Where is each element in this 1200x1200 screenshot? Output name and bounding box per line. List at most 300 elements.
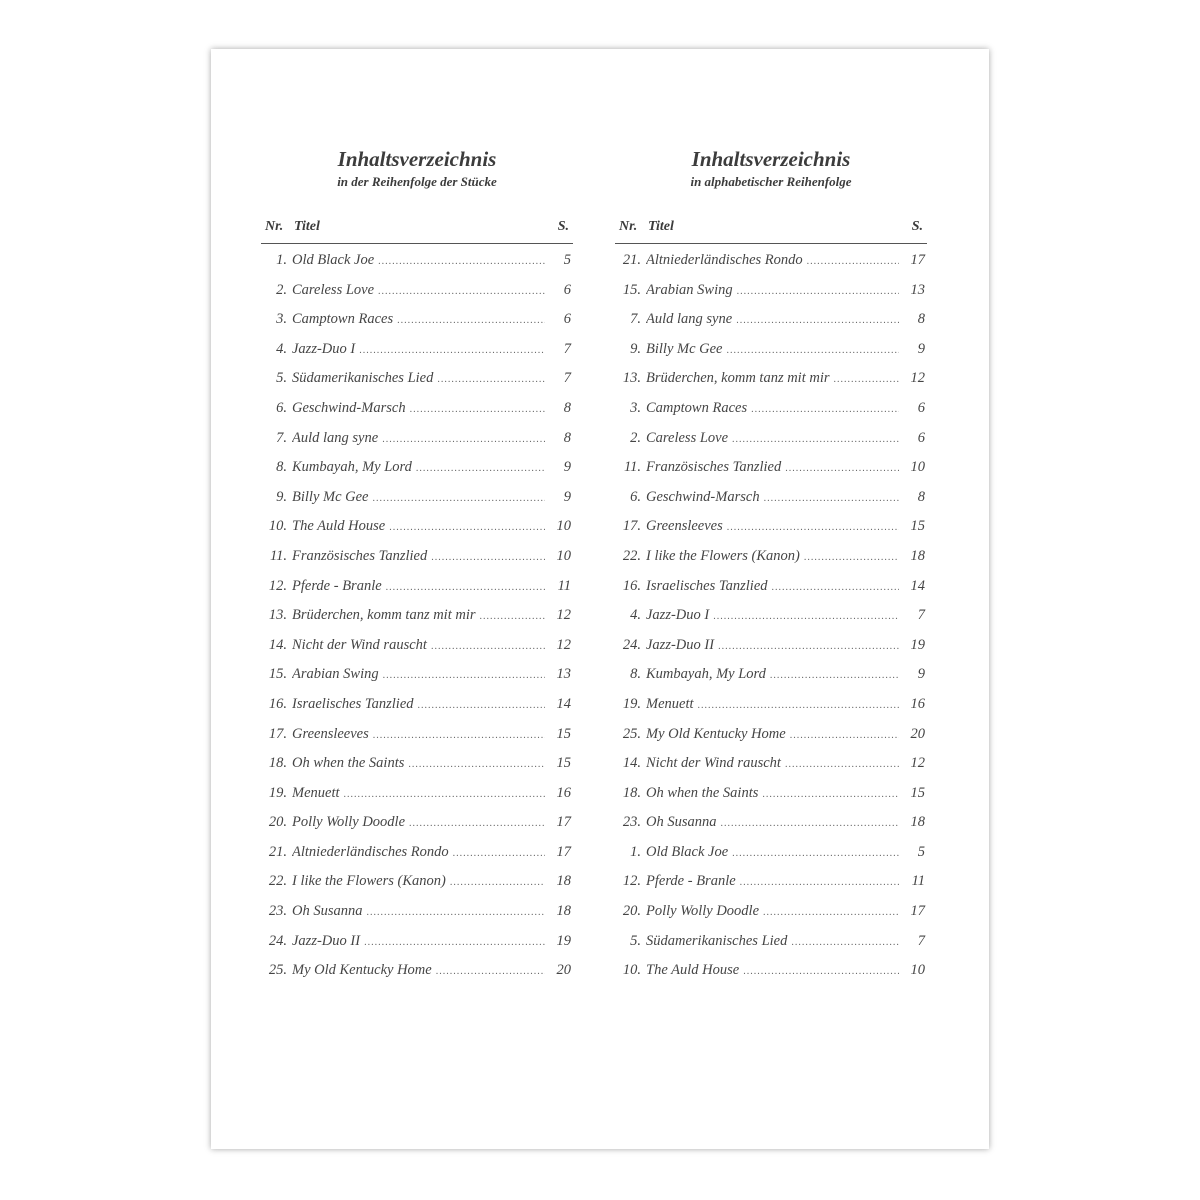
entry-title: My Old Kentucky Home: [292, 962, 432, 979]
entry-title: Geschwind-Marsch: [646, 488, 760, 505]
dot-leader: [373, 493, 546, 504]
entry-number: 16.: [268, 695, 287, 712]
entry-label: [646, 370, 899, 387]
toc-title: Inhaltsverzeichnis: [337, 147, 497, 171]
entry-number: 22.: [622, 547, 641, 564]
dot-leader: [364, 937, 545, 948]
entry-label: [646, 548, 899, 565]
entry-number: 13.: [622, 370, 641, 387]
entry-number: 18.: [268, 755, 287, 772]
entry-page: 7: [917, 932, 925, 949]
entry-title: I like the Flowers (Kanon): [292, 873, 446, 890]
toc-entry: [261, 308, 573, 338]
entry-label: [292, 933, 545, 950]
entry-number: 18.: [622, 784, 641, 801]
entry-label: [292, 873, 545, 890]
toc-entry: [261, 427, 573, 457]
entry-label: [646, 726, 899, 743]
dot-leader: [436, 966, 545, 977]
toc-entry: [261, 723, 573, 753]
dot-leader: [373, 730, 545, 741]
entry-number: 14.: [268, 636, 287, 653]
entry-title: Auld lang syne: [646, 311, 733, 328]
entry-page: 15: [556, 755, 571, 772]
entry-title: Arabian Swing: [646, 281, 733, 298]
entry-title: My Old Kentucky Home: [646, 725, 786, 742]
entry-number: 12.: [268, 577, 287, 594]
entry-number: 15.: [268, 666, 287, 683]
toc-entry: [261, 545, 573, 575]
entry-label: [292, 518, 545, 535]
entry-number: 8.: [276, 459, 287, 476]
entry-number: 11.: [269, 547, 287, 564]
entry-title: Greensleeves: [292, 725, 369, 742]
entry-title: Südamerikanisches Lied: [646, 932, 788, 949]
entry-label: [646, 755, 899, 772]
entry-number: 11.: [623, 459, 641, 476]
entry-page: 18: [556, 903, 571, 920]
entry-number: 21.: [268, 843, 287, 860]
toc-entry: [615, 308, 927, 338]
toc-entries: [261, 249, 573, 989]
entry-label: [646, 844, 899, 861]
dot-leader: [763, 907, 899, 918]
toc-entry: [615, 427, 927, 457]
entry-title: Geschwind-Marsch: [292, 399, 406, 416]
entry-page: 18: [910, 814, 925, 831]
toc-entry: [615, 959, 927, 989]
entry-title: Jazz-Duo II: [292, 932, 361, 949]
toc-entry: [261, 604, 573, 634]
entry-label: [646, 814, 899, 831]
entry-title: Old Black Joe: [292, 252, 375, 268]
entry-page: 15: [910, 518, 925, 535]
entry-label: [292, 962, 545, 979]
entry-label: [646, 311, 899, 328]
entry-number: 4.: [276, 340, 287, 357]
entry-title: Nicht der Wind rauscht: [292, 636, 427, 653]
toc-entry: [615, 249, 927, 279]
entry-page: 10: [556, 518, 571, 535]
dot-leader: [408, 759, 545, 770]
entry-page: 17: [910, 903, 925, 920]
toc-entry: [261, 811, 573, 841]
toc-entry: [615, 515, 927, 545]
toc-entry: [615, 456, 927, 486]
dot-leader: [785, 759, 899, 770]
entry-label: [646, 400, 899, 417]
entry-page: 9: [563, 488, 571, 505]
dot-leader: [732, 434, 899, 445]
entry-title: Altniederländisches Rondo: [292, 843, 449, 860]
dot-leader: [718, 641, 899, 652]
entry-number: 23.: [622, 814, 641, 831]
entry-number: 20.: [268, 814, 287, 831]
toc-entry: [615, 693, 927, 723]
dot-leader: [389, 522, 545, 533]
toc-header: [261, 217, 573, 244]
toc-entry: [261, 782, 573, 812]
entry-number: 23.: [268, 903, 287, 920]
entry-title: Careless Love: [292, 281, 375, 298]
dot-leader: [450, 877, 545, 888]
dot-leader: [397, 315, 545, 326]
entry-label: [646, 903, 899, 920]
entry-label: [292, 370, 545, 387]
entry-label: [292, 666, 545, 683]
entry-label: [292, 578, 545, 595]
toc-entry: [261, 397, 573, 427]
toc-entry: [261, 456, 573, 486]
entry-title: Jazz-Duo II: [646, 636, 715, 653]
entry-number: 19.: [268, 784, 287, 801]
entry-label: [292, 607, 545, 624]
entry-number: 1.: [276, 252, 287, 268]
entry-number: 4.: [630, 607, 641, 624]
toc-entry: [261, 959, 573, 989]
entry-page: 9: [917, 666, 925, 683]
dot-leader: [785, 463, 899, 474]
entry-label: [292, 252, 545, 269]
entry-title: Nicht der Wind rauscht: [646, 755, 781, 772]
entry-page: 6: [917, 429, 925, 446]
toc-entry: [615, 279, 927, 309]
entry-title: Israelisches Tanzlied: [646, 577, 768, 594]
entry-title: Jazz-Duo I: [646, 607, 710, 624]
entry-title: Menuett: [292, 784, 340, 801]
entry-title: Altniederländisches Rondo: [646, 252, 803, 268]
toc-entry: [261, 663, 573, 693]
toc-entry: [615, 545, 927, 575]
entry-number: 22.: [268, 873, 287, 890]
entry-page: 9: [917, 340, 925, 357]
entry-title: Israelisches Tanzlied: [292, 695, 414, 712]
entry-label: [292, 726, 545, 743]
entry-page: 11: [911, 873, 925, 890]
entry-page: 7: [563, 370, 571, 387]
toc-entry: [615, 811, 927, 841]
toc-entry: [261, 249, 573, 279]
entry-title: Arabian Swing: [292, 666, 379, 683]
toc-entry: [261, 634, 573, 664]
entry-page: 6: [917, 399, 925, 416]
entry-label: [292, 400, 545, 417]
entry-number: 3.: [276, 311, 287, 328]
dot-leader: [740, 877, 899, 888]
dot-leader: [736, 315, 899, 326]
entry-title: Oh Susanna: [646, 814, 717, 831]
entry-number: 5.: [630, 932, 641, 949]
entry-label: [646, 341, 899, 358]
entry-label: [292, 548, 545, 565]
dot-leader: [804, 552, 899, 563]
entry-page: 5: [563, 252, 571, 268]
dot-leader: [772, 582, 899, 593]
entry-page: 14: [556, 695, 571, 712]
toc-entries: [615, 249, 927, 989]
entry-page: 20: [910, 725, 925, 742]
entry-label: [292, 341, 545, 358]
entry-page: 8: [917, 488, 925, 505]
dot-leader: [834, 374, 899, 385]
entry-title: I like the Flowers (Kanon): [646, 547, 800, 564]
entry-label: [292, 755, 545, 772]
entry-page: 10: [556, 547, 571, 564]
entry-number: 1.: [630, 843, 641, 860]
dot-leader: [383, 670, 545, 681]
entry-number: 2.: [630, 429, 641, 446]
entry-label: [646, 489, 899, 506]
entry-label: [292, 489, 545, 506]
entry-page: 19: [556, 932, 571, 949]
entry-title: Kumbayah, My Lord: [292, 459, 412, 476]
entry-label: [292, 637, 545, 654]
entry-number: 7.: [276, 429, 287, 446]
header-nr: Nr.: [265, 219, 284, 234]
entry-number: 17.: [268, 725, 287, 742]
entry-number: 25.: [268, 962, 287, 979]
entry-page: 10: [910, 459, 925, 476]
entry-title: Camptown Races: [646, 399, 748, 416]
dot-leader: [418, 700, 545, 711]
entry-page: 7: [563, 340, 571, 357]
entry-page: 13: [556, 666, 571, 683]
dot-leader: [737, 286, 899, 297]
header-titel: Titel: [648, 219, 674, 234]
toc-entry: [261, 930, 573, 960]
toc-entry: [615, 397, 927, 427]
entry-label: [646, 666, 899, 683]
dot-leader: [762, 789, 899, 800]
entry-number: 24.: [622, 636, 641, 653]
entry-page: 15: [556, 725, 571, 742]
entry-page: 13: [910, 281, 925, 298]
entry-page: 6: [563, 311, 571, 328]
entry-number: 5.: [276, 370, 287, 387]
dot-leader: [409, 818, 545, 829]
entry-label: [646, 252, 899, 269]
entry-page: 12: [910, 370, 925, 387]
entry-label: [646, 785, 899, 802]
entry-title: Billy Mc Gee: [292, 488, 369, 505]
entry-title: Old Black Joe: [646, 843, 729, 860]
entry-number: 3.: [630, 399, 641, 416]
dot-leader: [382, 434, 545, 445]
toc-subtitle: in der Reihenfolge der Stücke: [337, 174, 497, 189]
entry-page: 12: [556, 607, 571, 624]
entry-label: [292, 785, 545, 802]
dot-leader: [344, 789, 545, 800]
toc-subtitle: in alphabetischer Reihenfolge: [690, 174, 852, 189]
entry-page: 16: [910, 695, 925, 712]
toc-entry: [261, 367, 573, 397]
toc-entry: [615, 575, 927, 605]
dot-leader: [727, 345, 900, 356]
entry-label: [646, 962, 899, 979]
entry-title: Kumbayah, My Lord: [646, 666, 766, 683]
dot-leader: [453, 848, 545, 859]
toc-entry: [615, 870, 927, 900]
toc-entry: [615, 782, 927, 812]
toc-entry: [615, 723, 927, 753]
entry-number: 9.: [630, 340, 641, 357]
entry-number: 12.: [622, 873, 641, 890]
entry-title: Südamerikanisches Lied: [292, 370, 434, 387]
entry-title: Polly Wolly Doodle: [292, 814, 406, 831]
entry-page: 17: [910, 252, 925, 268]
entry-label: [646, 637, 899, 654]
toc-header: [615, 217, 927, 244]
entry-title: The Auld House: [646, 962, 740, 979]
entry-label: [292, 814, 545, 831]
entry-page: 17: [556, 814, 571, 831]
toc-entry: [615, 900, 927, 930]
entry-number: 24.: [268, 932, 287, 949]
entry-title: Brüderchen, komm tanz mit mir: [646, 370, 830, 387]
entry-page: 10: [910, 962, 925, 979]
entry-title: Brüderchen, komm tanz mit mir: [292, 607, 476, 624]
dot-leader: [713, 611, 899, 622]
dot-leader: [378, 256, 545, 267]
entry-number: 7.: [630, 311, 641, 328]
entry-title: Greensleeves: [646, 518, 723, 535]
dot-leader: [751, 404, 899, 415]
dot-leader: [791, 937, 899, 948]
entry-number: 15.: [622, 281, 641, 298]
entry-page: 19: [910, 636, 925, 653]
entry-page: 6: [563, 281, 571, 298]
toc-entry: [615, 604, 927, 634]
entry-label: [646, 607, 899, 624]
header-page: S.: [557, 219, 569, 234]
toc-entry: [615, 752, 927, 782]
entry-title: Französisches Tanzlied: [292, 547, 428, 564]
toc-entry: [615, 486, 927, 516]
dot-leader: [770, 670, 899, 681]
dot-leader: [807, 256, 899, 267]
entry-title: Oh Susanna: [292, 903, 363, 920]
entry-label: [292, 696, 545, 713]
entry-page: 8: [563, 399, 571, 416]
entry-number: 21.: [622, 252, 641, 268]
entry-label: [646, 430, 899, 447]
header-titel: Titel: [294, 219, 320, 234]
dot-leader: [721, 818, 900, 829]
dot-leader: [743, 966, 899, 977]
entry-label: [292, 844, 545, 861]
entry-page: 20: [556, 962, 571, 979]
header-page: S.: [911, 219, 923, 234]
entry-page: 12: [910, 755, 925, 772]
dot-leader: [386, 582, 545, 593]
dot-leader: [359, 345, 545, 356]
entry-number: 20.: [622, 903, 641, 920]
dot-leader: [416, 463, 545, 474]
entry-title: Jazz-Duo I: [292, 340, 356, 357]
entry-number: 9.: [276, 488, 287, 505]
entry-title: Oh when the Saints: [646, 784, 759, 801]
dot-leader: [431, 552, 545, 563]
toc-entry: [261, 900, 573, 930]
entry-label: [292, 903, 545, 920]
toc-entry: [615, 663, 927, 693]
dot-leader: [378, 286, 545, 297]
entry-title: Pferde - Branle: [292, 577, 382, 594]
entry-label: [292, 311, 545, 328]
toc-entry: [615, 338, 927, 368]
entry-label: [646, 518, 899, 535]
entry-number: 13.: [268, 607, 287, 624]
dot-leader: [367, 907, 546, 918]
entry-title: Französisches Tanzlied: [646, 459, 782, 476]
entry-title: Oh when the Saints: [292, 755, 405, 772]
toc-entry: [261, 870, 573, 900]
dot-leader: [698, 700, 899, 711]
entry-page: 5: [917, 843, 925, 860]
entry-number: 10.: [622, 962, 641, 979]
entry-label: [646, 578, 899, 595]
entry-number: 16.: [622, 577, 641, 594]
entry-number: 14.: [622, 755, 641, 772]
entry-number: 6.: [630, 488, 641, 505]
entry-number: 2.: [276, 281, 287, 298]
entry-label: [646, 873, 899, 890]
dot-leader: [790, 730, 899, 741]
dot-leader: [431, 641, 545, 652]
toc-entry: [261, 515, 573, 545]
toc-entry: [261, 486, 573, 516]
entry-label: [646, 282, 899, 299]
toc-entry: [615, 634, 927, 664]
entry-number: 17.: [622, 518, 641, 535]
toc-entry: [615, 930, 927, 960]
entry-number: 10.: [268, 518, 287, 535]
toc-title: Inhaltsverzeichnis: [691, 147, 851, 171]
entry-page: 12: [556, 636, 571, 653]
entry-page: 7: [917, 607, 925, 624]
entry-page: 17: [556, 843, 571, 860]
toc-entry: [261, 752, 573, 782]
document-page: [211, 49, 989, 1149]
dot-leader: [480, 611, 545, 622]
dot-leader: [727, 522, 899, 533]
entry-page: 18: [556, 873, 571, 890]
entry-page: 15: [910, 784, 925, 801]
entry-label: [292, 459, 545, 476]
entry-title: Polly Wolly Doodle: [646, 903, 760, 920]
entry-label: [646, 696, 899, 713]
toc-entry: [261, 841, 573, 871]
toc-entry: [261, 575, 573, 605]
entry-page: 11: [557, 577, 571, 594]
entry-title: Careless Love: [646, 429, 729, 446]
dot-leader: [410, 404, 545, 415]
toc-entry: [615, 841, 927, 871]
toc-entry: [615, 367, 927, 397]
toc-entry: [261, 279, 573, 309]
entry-label: [292, 430, 545, 447]
entry-number: 25.: [622, 725, 641, 742]
toc-entry: [261, 338, 573, 368]
entry-title: The Auld House: [292, 518, 386, 535]
entry-page: 9: [563, 459, 571, 476]
entry-label: [292, 282, 545, 299]
entry-title: Auld lang syne: [292, 429, 379, 446]
entry-label: [646, 933, 899, 950]
entry-page: 18: [910, 547, 925, 564]
entry-page: 8: [917, 311, 925, 328]
dot-leader: [764, 493, 899, 504]
